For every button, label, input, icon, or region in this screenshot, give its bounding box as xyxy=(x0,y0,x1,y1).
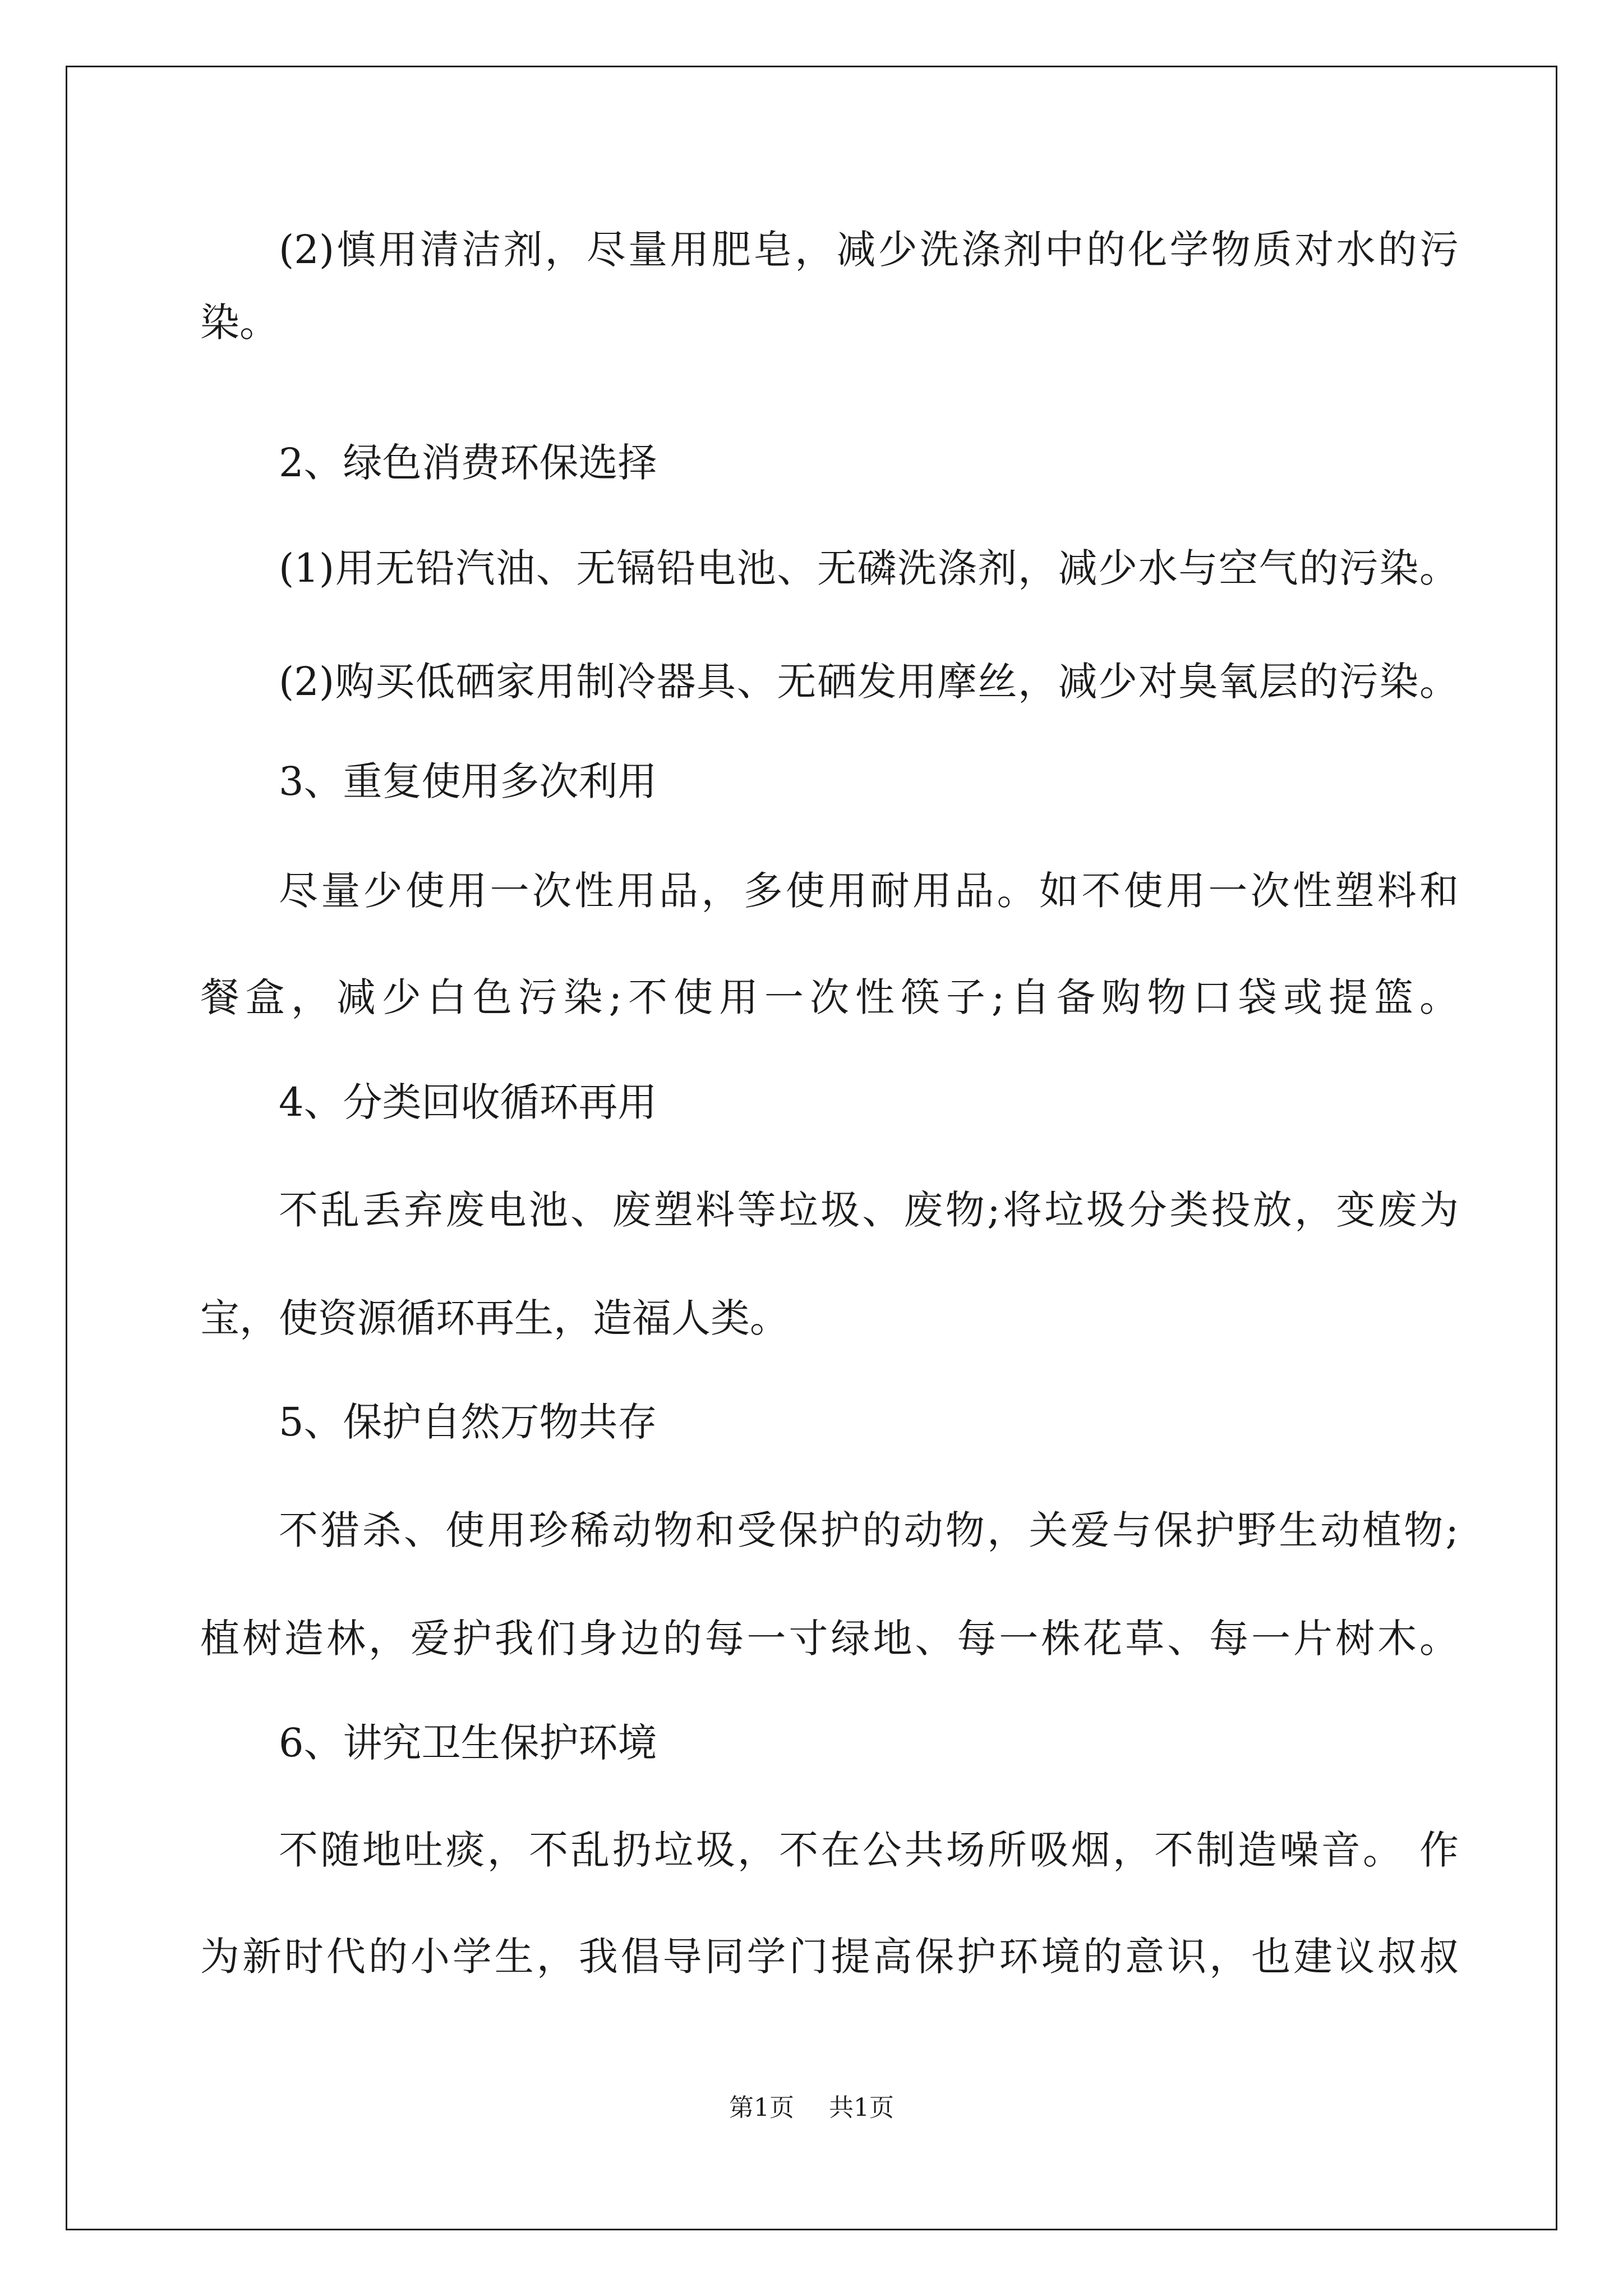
page-footer xyxy=(0,2091,1623,2125)
paragraph-line: 不猎杀、使用珍稀动物和受保护的动物，关爱与保护野生动植物; xyxy=(279,1507,1459,1553)
section-heading: 3、重复使用多次利用 xyxy=(279,758,657,804)
paragraph-line: 宝，使资源循环再生，造福人类。 xyxy=(200,1295,789,1341)
page-total: 共1页 xyxy=(829,2093,894,2122)
paragraph-line: (2)购买低硒家用制冷器具、无硒发用摩丝，减少对臭氧层的污染。 xyxy=(279,659,1459,705)
paragraph-line: 染。 xyxy=(200,300,279,346)
section-heading: 5、保护自然万物共存 xyxy=(279,1399,657,1445)
paragraph-line: (2)慎用清洁剂，尽量用肥皂，减少洗涤剂中的化学物质对水的污 xyxy=(279,227,1459,273)
paragraph-line: 为新时代的小学生，我倡导同学门提高保护环境的意识，也建议叔叔 xyxy=(200,1934,1459,1980)
paragraph-line: 尽量少使用一次性用品，多使用耐用品。如不使用一次性塑料和 xyxy=(279,868,1459,914)
paragraph-line: 不随地吐痰，不乱扔垃圾，不在公共场所吸烟，不制造噪音。 作 xyxy=(279,1827,1459,1873)
paragraph-line: 餐盒，减少白色污染;不使用一次性筷子;自备购物口袋或提篮。 xyxy=(200,974,1459,1020)
paragraph-line: 不乱丢弃废电池、废塑料等垃圾、废物;将垃圾分类投放，变废为 xyxy=(279,1187,1459,1233)
section-heading: 2、绿色消费环保选择 xyxy=(279,440,657,486)
section-heading: 4、分类回收循环再用 xyxy=(279,1079,657,1125)
paragraph-line: (1)用无铅汽油、无镉铅电池、无磷洗涤剂，减少水与空气的污染。 xyxy=(279,545,1459,591)
page-border xyxy=(66,66,1557,2230)
page-number: 第1页 xyxy=(729,2093,794,2122)
section-heading: 6、讲究卫生保护环境 xyxy=(279,1720,657,1766)
paragraph-line: 植树造林，爱护我们身边的每一寸绿地、每一株花草、每一片树木。 xyxy=(200,1616,1459,1662)
